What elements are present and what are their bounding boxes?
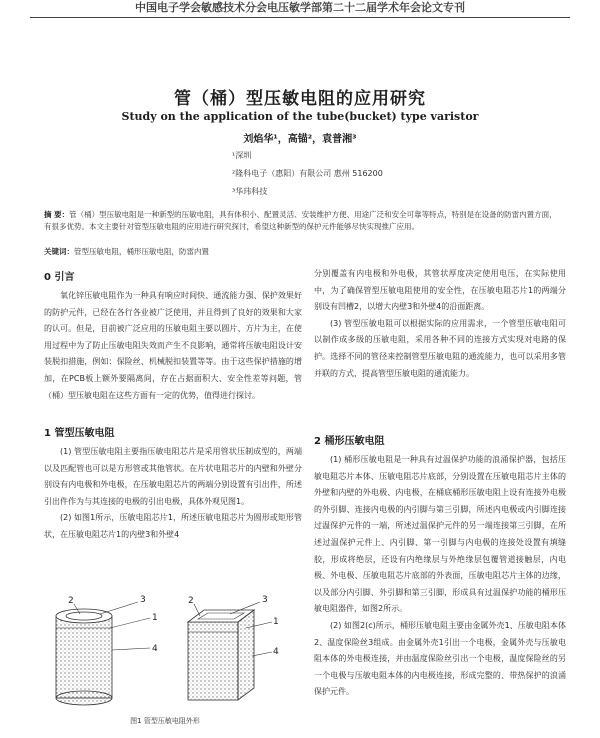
abstract-text: 管（桶）型压敏电阻是一种新型的压敏电阻，具有体积小、配置灵活、安装维护方便、用途广泛和安全可靠等特点，特别是在设备的防雷内置方面，有很多优势。本文主要针对管型压敏电阻的应用进行研究探讨，希望这种新型的保护元件能够尽快实现推广应用。 <box>44 210 557 231</box>
section-1-paragraph-3: (3) 管型压敏电阻可以根据实际的应用需求，一个管型压敏电阻可以制作成多级的压敏电阻，采用各种不同的连接方式实现对电路的保护。选择不同的管径来控制管型压敏电阻的通流能力，也可以采用多管并联的方式，提高管型压敏电阻的通流能力。 <box>314 318 566 378</box>
affiliation-2: ²隆科电子（惠阳）有限公司 惠州 516200 <box>232 169 383 178</box>
abstract <box>44 209 564 232</box>
round-tube-varistor <box>56 609 112 705</box>
fig-label-left-3: 3 <box>140 595 146 605</box>
section-1-paragraph-1: (1) 管型压敏电阻主要指压敏电阻芯片是采用管状压制成型的，两端以及匹配管也可以是方形管或其他管状。在片状电阻芯片的内壁和外壁分别设有内电极和外电极，在压敏电阻芯片的两端分别设置有引出件，所述引出件作为与其连接的电极的引出电极，具体外观见图1。 <box>44 447 302 506</box>
journal-header-text: 中国电子学会敏感技术分会电压敏学部第二十二届学术年会论文专刊 <box>135 1 465 14</box>
keywords-label: 关键词： <box>44 247 74 256</box>
fig-label-right-2: 2 <box>188 596 194 606</box>
paper-title-english: Study on the application of the tube(bucket) type varistor <box>121 110 479 123</box>
section-2-paragraph-1: (1) 桶形压敏电阻是一种具有过温保护功能的浪涌保护器，包括压敏电阻芯片本体、压敏电阻芯片底部，分别设置在压敏电阻芯片主体的外壁和内壁的外电极、内电极，在桶底桶形压敏电阻上设有连接外电极的外引脚、连接内电极的内引脚与第三引脚，所述内电极或内引脚连接过温保护元件的一端，所述过温保护元件的另一端连接第三引脚，在所述过温保护元件上、内引脚、第一引脚与内电极的连接处设置有填缝胶，形成将绝层，还设有内绝缘层与外绝缘层包覆管道接触层，内电极、外电极、压敏电阻芯片底部的外表面，压敏电阻芯片主体的边缘，以及部分内引脚、外引脚和第三引脚，形成具有过温保护功能的桶形压敏电阻器件，如图2所示。 <box>314 455 566 614</box>
fig-label-right-4: 4 <box>273 647 279 657</box>
section-1-paragraph-2-continued: 分别覆盖有内电极和外电极，其管状厚度决定使用电压，在实际使用中，为了确保管型压敏电阻使用的安全性，在压敏电阻芯片1的两端分别设有凹槽2，以增大内壁3和外壁4的沿面距离。 <box>314 269 566 312</box>
right-column-top <box>314 266 566 382</box>
keywords <box>44 246 564 257</box>
section-intro-heading: 0 引言 <box>44 272 75 283</box>
fig-label-right-3: 3 <box>262 595 268 605</box>
section-1-heading: 1 管型压敏电阻 <box>44 428 115 439</box>
header-rule <box>30 17 570 18</box>
section-1-body <box>44 444 302 544</box>
section-2-heading: 2 桶形压敏电阻 <box>314 436 385 447</box>
intro-body <box>44 288 302 404</box>
figure-1-drawing <box>40 592 280 712</box>
keywords-text: 管型压敏电阻，桶形压敏电阻，防雷内置 <box>74 247 209 256</box>
section-2-paragraph-2: (2) 如图2(c)所示，桶形压敏电阻主要由金属外壳1、压敏电阻本体2、温度保险丝3组成。由金属外壳1引出一个电极，金属外壳与压敏电阻本体的外电极连接，并由温度保险丝引出一个电极，温度保险丝的另一个电极与压敏电阻本体的内电极连接，形成完整的、带热保护的浪涌保护元件。 <box>314 620 566 697</box>
square-tube-varistor <box>188 610 254 700</box>
section-1-paragraph-2: (2) 如图1所示，压敏电阻芯片1，所述压敏电阻芯片为圆形或矩形管状，在压敏电阻芯片1的内壁3和外壁4 <box>44 513 302 539</box>
journal-header <box>0 0 600 22</box>
affiliation-3: ³华玮科技 <box>232 187 268 196</box>
intro-paragraph: 氧化锌压敏电阻作为一种具有响应时间快、通流能力强、保护效果好的防护元件，已经在各行各业被广泛使用，并且得到了良好的效果和大家的认可。但是，目前被广泛应用的压敏电阻主要以圆片、方片为主，在使用过程中为了防止压敏电阻失效而产生不良影响，通常将压敏电阻设计安装脱扣措施，例如：保险丝、机械脱扣装置等等。由于这些保护措施的增加，在PCB板上额外要隔离间，存在占据面积大、安全性差等问题，管（桶）型压敏电阻在这些方面有一定的优势，值得进行探讨。 <box>44 291 302 400</box>
fig-label-left-4: 4 <box>152 644 158 654</box>
abstract-label: 摘 要： <box>44 210 70 219</box>
fig-label-left-1: 1 <box>152 613 158 623</box>
fig-label-left-2: 2 <box>68 596 74 606</box>
affiliation-1: ¹深圳 <box>232 151 252 160</box>
section-2-body <box>314 452 566 701</box>
fig-label-right-1: 1 <box>273 617 279 627</box>
figure-1-caption: 图1 管型压敏电阻外形 <box>130 717 200 725</box>
author-list: 刘焰华¹，高锚²，袁普湘³ <box>243 134 357 145</box>
paper-title: 管（桶）型压敏电阻的应用研究 <box>174 89 426 109</box>
